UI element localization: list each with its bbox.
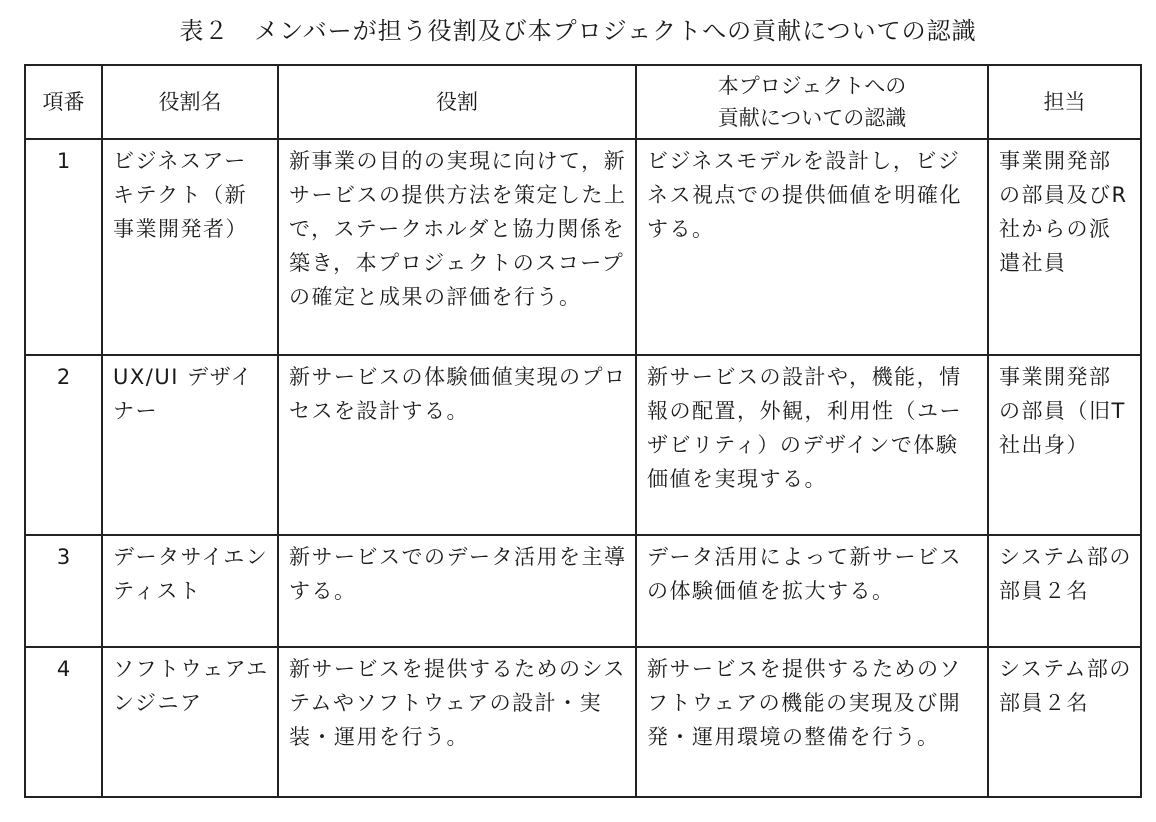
cell-role-name: ソフトウェアエンジニア xyxy=(102,647,278,797)
cell-assignee: システム部の部員２名 xyxy=(988,647,1141,797)
table-row xyxy=(25,647,1141,797)
cell-role-name: UX/UI デザイナー xyxy=(102,355,278,535)
cell-contribution: ビジネスモデルを設計し，ビジネス視点での提供価値を明確化する。 xyxy=(636,139,988,355)
cell-role-name: データサイエンティスト xyxy=(102,535,278,647)
header-contribution-line1: 本プロジェクトへの xyxy=(717,74,907,98)
cell-item-no: 2 xyxy=(25,355,102,535)
header-contribution xyxy=(636,65,988,139)
header-row xyxy=(25,65,1141,139)
cell-item-no: 1 xyxy=(25,139,102,355)
cell-role: 新サービスの体験価値実現のプロセスを設計する。 xyxy=(278,355,636,535)
table-caption: 表２ メンバーが担う役割及び本プロジェクトへの貢献についての認識 xyxy=(179,17,977,45)
cell-item-no: 3 xyxy=(25,535,102,647)
header-item-no: 項番 xyxy=(25,65,102,139)
cell-contribution: データ活用によって新サービスの体験価値を拡大する。 xyxy=(636,535,988,647)
header-assignee: 担当 xyxy=(988,65,1141,139)
cell-role-name: ビジネスアーキテクト（新事業開発者） xyxy=(102,139,278,355)
cell-assignee: 事業開発部の部員（旧T社出身） xyxy=(988,355,1141,535)
table-row xyxy=(25,139,1141,355)
header-role-name: 役割名 xyxy=(102,65,278,139)
roles-table xyxy=(24,64,1142,798)
cell-assignee: 事業開発部の部員及びR 社からの派遣社員 xyxy=(988,139,1141,355)
cell-item-no: 4 xyxy=(25,647,102,797)
cell-role: 新事業の目的の実現に向けて，新サービスの提供方法を策定した上で，ステークホルダと協力関係を築き，本プロジェクトのスコープの確定と成果の評価を行う。 xyxy=(278,139,636,355)
cell-contribution: 新サービスを提供するためのソフトウェアの機能の実現及び開発・運用環境の整備を行う。 xyxy=(636,647,988,797)
header-contribution-line2: 貢献についての認識 xyxy=(717,106,907,130)
table-row xyxy=(25,535,1141,647)
header-role: 役割 xyxy=(278,65,636,139)
cell-role: 新サービスを提供するためのシステムやソフトウェアの設計・実装・運用を行う。 xyxy=(278,647,636,797)
cell-contribution: 新サービスの設計や，機能，情報の配置，外観，利用性（ユーザビリティ）のデザインで体験価値を実現する。 xyxy=(636,355,988,535)
table-row xyxy=(25,355,1141,535)
cell-role: 新サービスでのデータ活用を主導する。 xyxy=(278,535,636,647)
cell-assignee: システム部の部員２名 xyxy=(988,535,1141,647)
